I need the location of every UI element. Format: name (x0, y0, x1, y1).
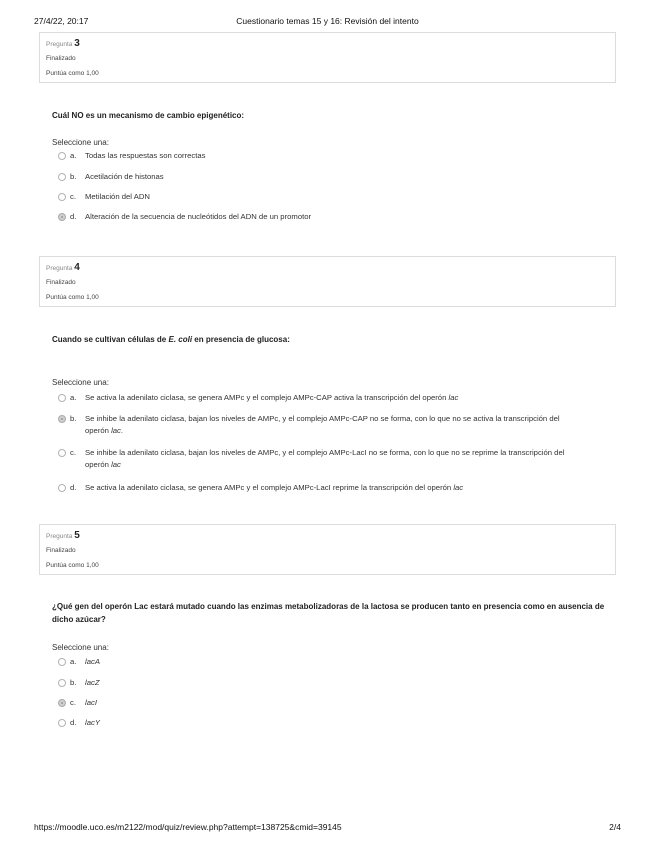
select-one-prompt: Seleccione una: (52, 643, 109, 652)
answer-option[interactable]: c. Se inhibe la adenilato ciclasa, bajan los niveles de AMPc, y el complejo AMPc-LacI no se forma, con lo que no se reprime la transcripción del operón lac (58, 447, 578, 471)
radio-button[interactable] (58, 173, 66, 181)
radio-button[interactable] (58, 484, 66, 492)
question-number-label: Pregunta 5 (46, 530, 80, 541)
answer-option[interactable]: d. lacY (58, 717, 578, 729)
radio-button[interactable] (58, 658, 66, 666)
question-number-label: Pregunta 3 (46, 38, 80, 49)
select-one-prompt: Seleccione una: (52, 378, 109, 387)
question-text-3: Cuál NO es un mecanismo de cambio epigenético: (52, 111, 245, 120)
select-one-prompt: Seleccione una: (52, 138, 109, 147)
page-url: https://moodle.uco.es/m2122/mod/quiz/review.php?attempt=138725&cmid=39145 (34, 822, 342, 832)
radio-button-checked[interactable] (58, 415, 66, 423)
radio-button[interactable] (58, 394, 66, 402)
answer-option[interactable]: b. lacZ (58, 677, 578, 689)
radio-button[interactable] (58, 449, 66, 457)
question-grade: Puntúa como 1,00 (46, 70, 99, 77)
answer-option-selected[interactable]: d. Alteración de la secuencia de nucleótidos del ADN de un promotor (58, 211, 578, 223)
question-text-4: Cuando se cultivan células de E. coli en presencia de glucosa: (52, 335, 290, 344)
radio-button[interactable] (58, 193, 66, 201)
answer-option[interactable]: a. lacA (58, 656, 578, 668)
question-text-5: ¿Qué gen del operón Lac estará mutado cuando las enzimas metabolizadoras de la lactosa se producen tanto en presencia como en ausencia de dicho azúcar? (52, 602, 605, 624)
question-state: Finalizado (46, 547, 76, 554)
question-state: Finalizado (46, 279, 76, 286)
radio-button-checked[interactable] (58, 213, 66, 221)
answer-option[interactable]: a. Todas las respuestas son correctas (58, 150, 578, 162)
question-number-label: Pregunta 4 (46, 262, 80, 273)
question-grade: Puntúa como 1,00 (46, 294, 99, 301)
radio-button[interactable] (58, 719, 66, 727)
print-footer (34, 822, 621, 834)
question-info-3 (39, 32, 616, 83)
radio-button-checked[interactable] (58, 699, 66, 707)
answer-option[interactable]: b. Acetilación de histonas (58, 171, 578, 183)
answer-option-selected[interactable]: b. Se inhibe la adenilato ciclasa, bajan los niveles de AMPc, y el complejo AMPc-CAP no se forma, con lo que no se activa la transcripción del operón lac. (58, 413, 578, 437)
page-number: 2/4 (609, 822, 621, 832)
question-state: Finalizado (46, 55, 76, 62)
question-grade: Puntúa como 1,00 (46, 562, 99, 569)
answer-option[interactable]: a. Se activa la adenilato ciclasa, se genera AMPc y el complejo AMPc-CAP activa la transcripción del operón lac (58, 392, 578, 404)
radio-button[interactable] (58, 679, 66, 687)
radio-button[interactable] (58, 152, 66, 160)
print-header (34, 16, 621, 28)
answer-option[interactable]: d. Se activa la adenilato ciclasa, se genera AMPc y el complejo AMPc-LacI reprime la transcripción del operón lac (58, 482, 578, 494)
question-info-4 (39, 256, 616, 307)
answer-option-selected[interactable]: c. lacI (58, 697, 578, 709)
print-title: Cuestionario temas 15 y 16: Revisión del intento (236, 16, 419, 26)
question-info-5 (39, 524, 616, 575)
print-datetime: 27/4/22, 20:17 (34, 16, 89, 26)
answer-option[interactable]: c. Metilación del ADN (58, 191, 578, 203)
